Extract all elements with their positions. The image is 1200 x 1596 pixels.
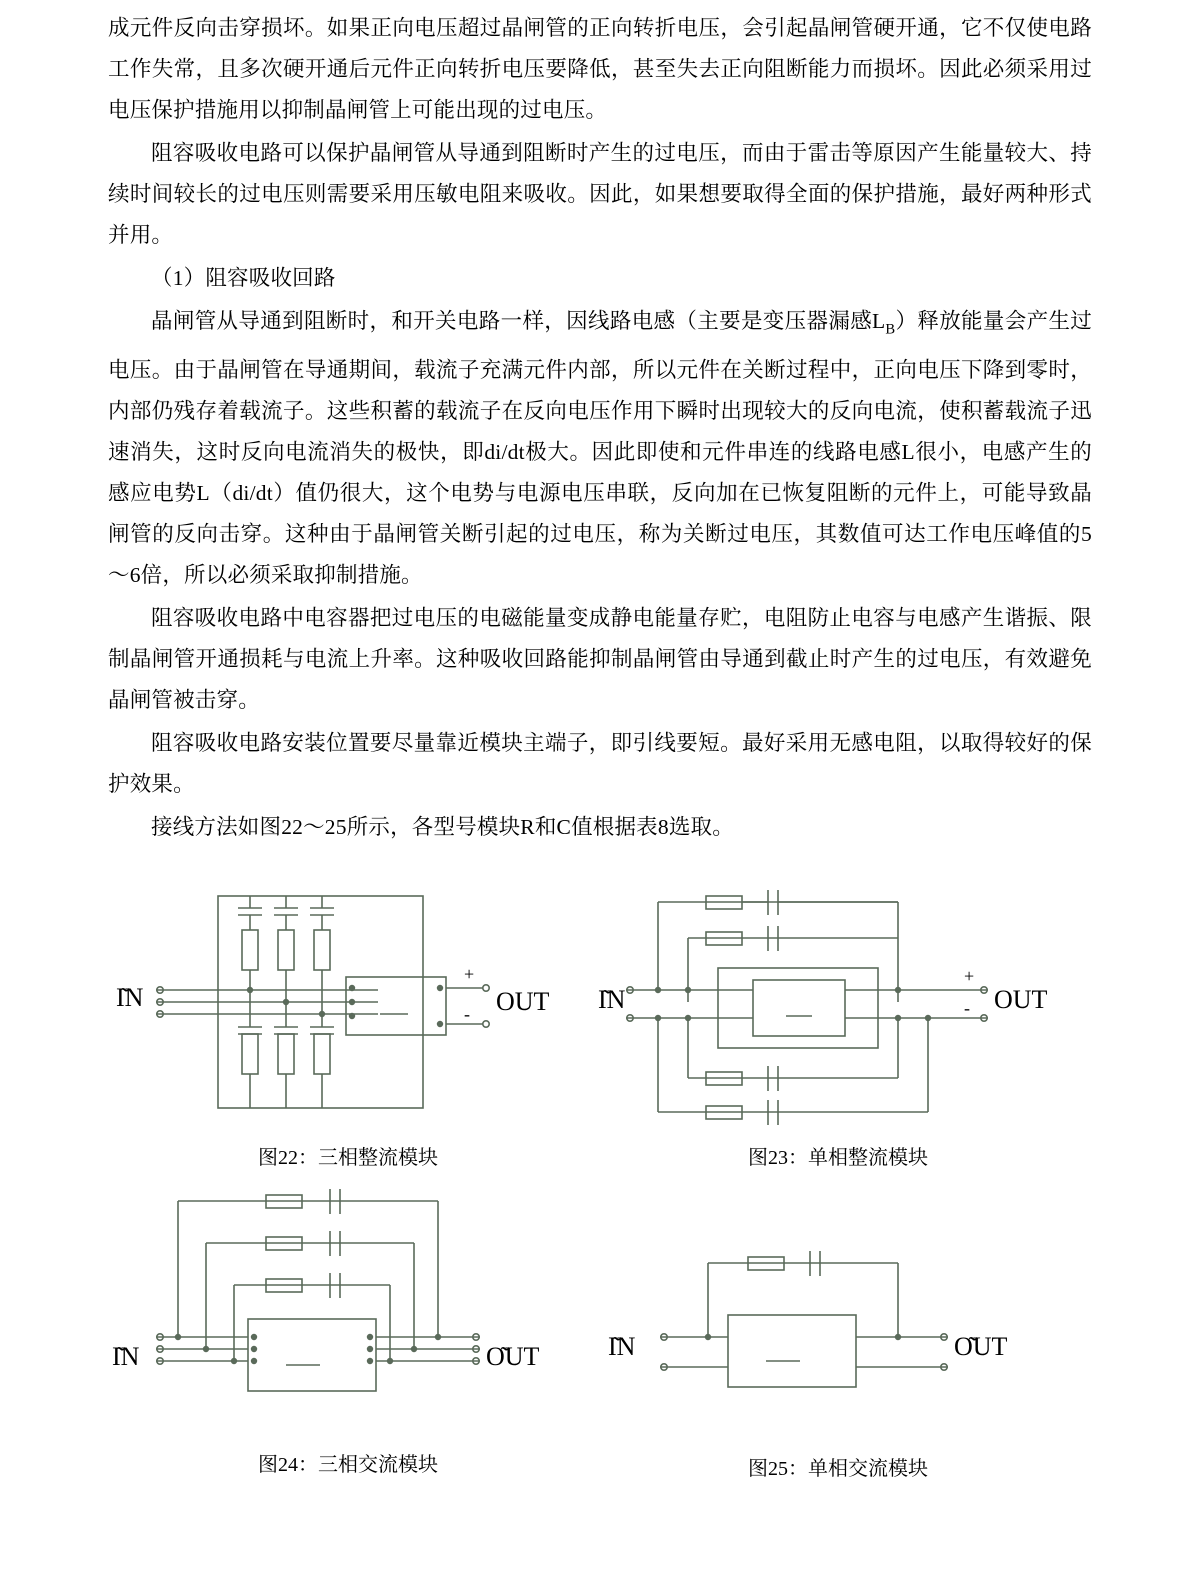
- paragraph-1: 成元件反向击穿损坏。如果正向电压超过晶闸管的正向转折电压，会引起晶闸管硬开通，它不仅使电路工作失常，且多次硬开通后元件正向转折电压要降低，甚至失去正向阻断能力而损坏。因此必须采用过电压保护措施用以抑制晶闸管上可能出现的过电压。: [108, 16, 1092, 122]
- figure-23-diagram: [598, 882, 1078, 1132]
- figure-24: [108, 1187, 588, 1479]
- figure-22-plus-label: +: [464, 964, 475, 985]
- figure-23-minus-label: -: [964, 998, 970, 1019]
- figure-25-diagram: [598, 1187, 1078, 1437]
- paragraph-6: 接线方法如图22～25所示，各型号模块R和C值根据表8选取。: [151, 815, 734, 840]
- figure-22-input-label: I͂N: [116, 983, 144, 1013]
- figure-23-caption: 图23：单相整流模块: [748, 1147, 928, 1170]
- figure-23-output-label: OUT: [994, 985, 1048, 1015]
- figure-23-input-label: I͂N: [598, 985, 626, 1015]
- figure-22: [108, 882, 588, 1172]
- figure-24-caption: 图24：三相交流模块: [258, 1454, 438, 1477]
- paragraph-3: 晶闸管从导通到阻断时，和开关电路一样，因线路电感（主要是变压器漏感$L_B$）释放能量会产生过电压。由于晶闸管在导通期间，载流子充满元件内部，所以元件在关断过程中，正向电压下降到零时，内部仍残存着载流子。这些积蓄的载流子在反向电压作用下瞬时出现较大的反向电流，使积蓄载流子迅速消失，这时反向电流消失的极快，即di/dt极大。因此即使和元件串连的线路电感L很小，电感产生的感应电势L（di/dt）值仍很大，这个电势与电源电压串联，反向加在已恢复阻断的元件上，可能导致晶闸管的反向击穿。这种由于晶闸管关断引起的过电压，称为关断过电压，其数值可达工作电压峰值的5～6倍，所以必须采取抑制措施。: [108, 309, 1092, 588]
- figure-22-diagram: [108, 882, 588, 1132]
- figure-25-input-label: I͂N: [608, 1332, 636, 1362]
- paragraph-4: 阻容吸收电路中电容器把过电压的电磁能量变成静电能量存贮，电阻防止电容与电感产生谐振、限制晶闸管开通损耗与电流上升率。这种吸收回路能抑制晶闸管由导通到截止时产生的过电压，有效避免晶闸管被击穿。: [108, 606, 1092, 713]
- figure-23-plus-label: +: [964, 966, 975, 987]
- figure-25-caption: 图25：单相交流模块: [748, 1458, 928, 1481]
- figure-25: [598, 1187, 1078, 1483]
- figure-22-caption: 图22：三相整流模块: [258, 1147, 438, 1170]
- paragraph-5: 阻容吸收电路安装位置要尽量靠近模块主端子，即引线要短。最好采用无感电阻，以取得较好的保护效果。: [108, 731, 1092, 797]
- figure-24-input-label: I͂N: [112, 1342, 140, 1372]
- figure-22-minus-label: -: [464, 1004, 470, 1025]
- figure-22-output-label: OUT: [496, 987, 550, 1017]
- figure-24-output-label: O͂UT: [486, 1342, 540, 1372]
- figures-block: [108, 882, 1092, 1482]
- paragraph-heading-1: （1）阻容吸收回路: [151, 266, 336, 290]
- paragraph-2: 阻容吸收电路可以保护晶闸管从导通到阻断时产生的过电压，而由于雷击等原因产生能量较大、持续时间较长的过电压则需要采用压敏电阻来吸收。因此，如果想要取得全面的保护措施，最好两种形式并用。: [108, 141, 1092, 247]
- figure-25-output-label: O͂UT: [954, 1332, 1008, 1362]
- figure-23: [598, 882, 1078, 1172]
- figure-24-diagram: [108, 1187, 588, 1437]
